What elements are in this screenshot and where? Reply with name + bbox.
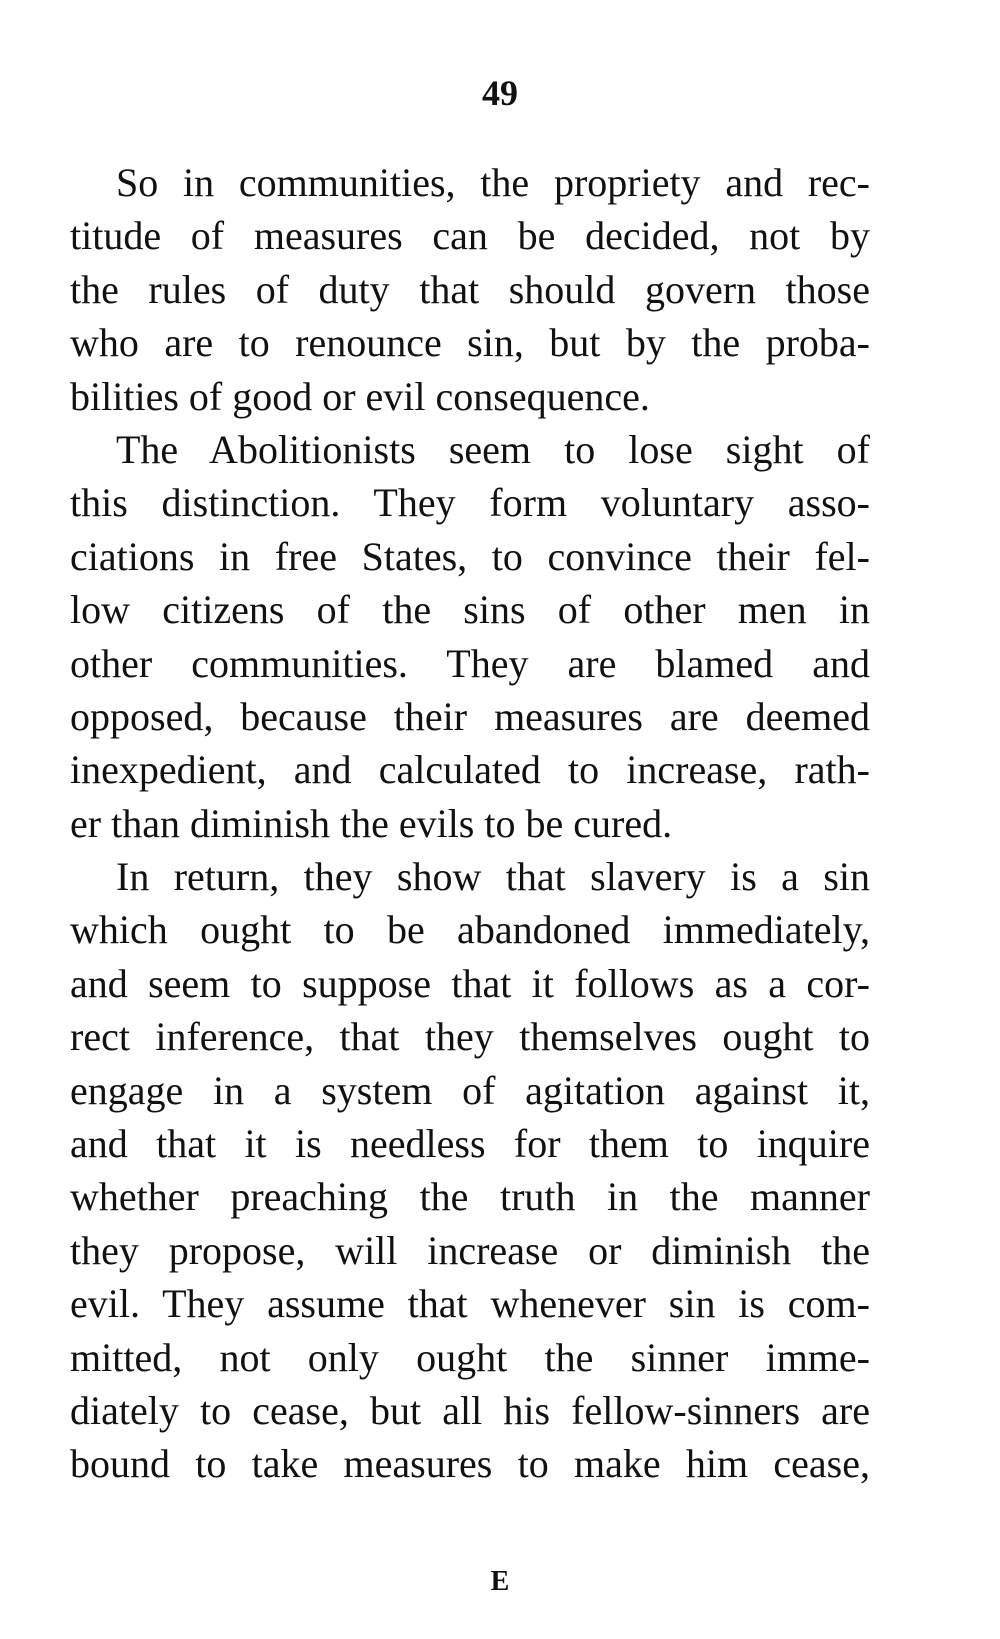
text-line: diately to cease, but all his fellow-sinners are [70,1387,870,1433]
text-line: So in communities, the propriety and rec- [116,160,870,205]
text-line: mitted, not only ought the sinner imme- [70,1334,870,1380]
text-line: the rules of duty that should govern those [70,266,870,312]
text-line: titude of measures can be decided, not by [70,213,870,259]
text-line: opposed, because their measures are deemed [70,693,870,739]
body-text [70,156,870,1491]
text-line: and that it is needless for them to inquire [70,1121,870,1167]
text-line: In return, they show that slavery is a sin [116,854,870,900]
text-line: this distinction. They form voluntary asso- [70,480,870,526]
paragraph-2 [70,423,870,850]
text-line: er than diminish the evils to be cured. [70,800,673,846]
text-line: inexpedient, and calculated to increase, rath- [70,747,870,793]
text-line: which ought to be abandoned immediately, [70,907,870,953]
text-line: low citizens of the sins of other men in [70,587,870,633]
text-line: ciations in free States, to convince their fel- [70,533,870,579]
text-line: and seem to suppose that it follows as a cor- [70,960,870,1006]
text-line: The Abolitionists seem to lose sight of [116,426,870,472]
text-line: other communities. They are blamed and [70,640,870,686]
paragraph-3 [70,850,870,1491]
signature-mark: E [490,1566,510,1597]
text-line: bound to take measures to make him cease, [70,1441,870,1487]
text-line: bilities of good or evil consequence. [70,373,650,419]
text-line: engage in a system of agitation against it, [70,1067,870,1113]
page-number: 49 [482,73,518,113]
text-line: they propose, will increase or diminish the [70,1227,870,1273]
text-line: whether preaching the truth in the manner [70,1174,870,1220]
text-line: evil. They assume that whenever sin is com- [70,1281,870,1327]
text-line: who are to renounce sin, but by the proba- [70,320,870,366]
text-line: rect inference, that they themselves ought to [70,1014,870,1060]
paragraph-1 [70,156,870,423]
